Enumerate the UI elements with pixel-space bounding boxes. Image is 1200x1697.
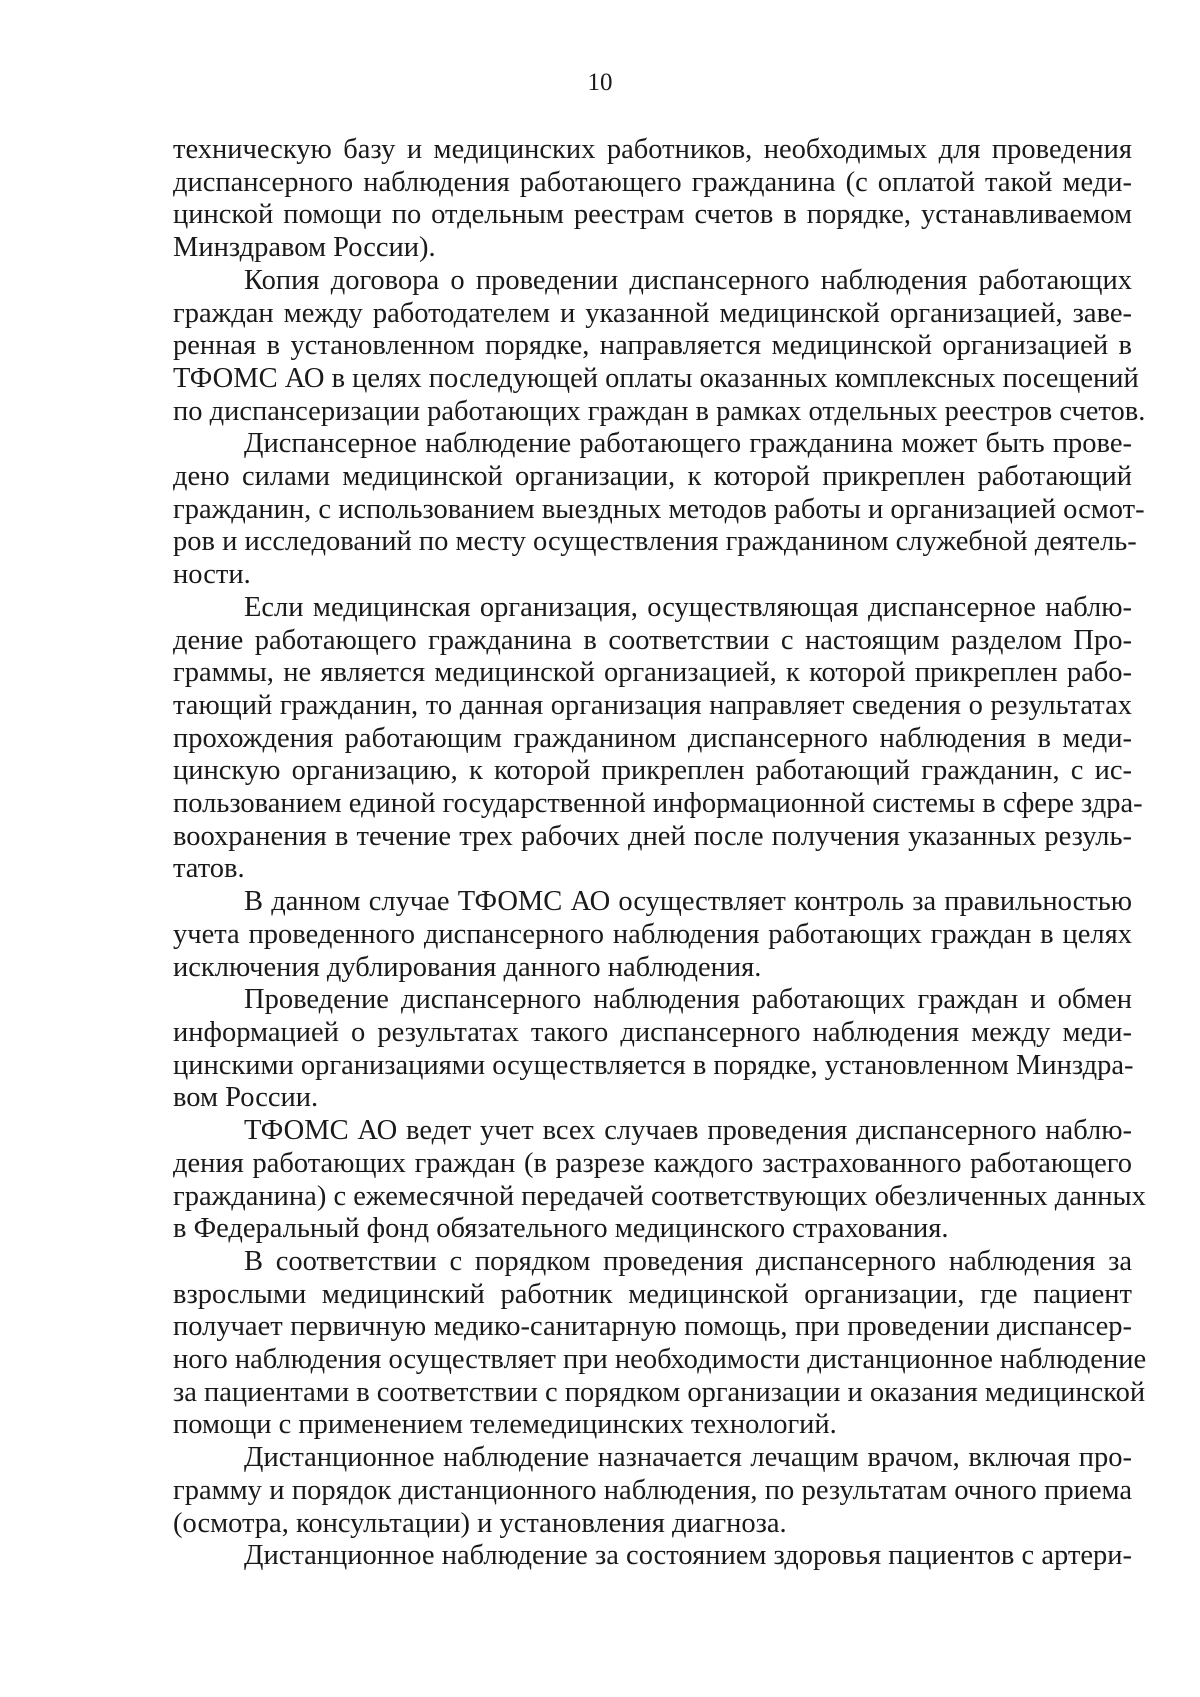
paragraph — [173, 428, 1145, 592]
text-line: Дистанционное наблюдение назначается лечащим врачом, включая про- — [244, 1442, 1132, 1474]
text-line: за пациентами в соответствии с порядком организации и оказания медицинской — [173, 1376, 1146, 1408]
text-line: помощи с применением телемедицинских технологий. — [173, 1409, 837, 1441]
text-line: Дистанционное наблюдение за состоянием здоровья пациентов с артери- — [244, 1540, 1132, 1572]
text-line: ности. — [173, 559, 251, 591]
text-line: цинскую организацию, к которой прикреплен работающий гражданин, с ис- — [173, 755, 1132, 787]
document-body — [173, 134, 1147, 1573]
text-line: пользованием единой государственной информационной системы в сфере здра- — [173, 788, 1143, 820]
text-line: гражданина) с ежемесячной передачей соответствующих обезличенных данных — [173, 1180, 1146, 1212]
text-line: диспансерного наблюдения работающего гражданина (с оплатой такой меди- — [173, 166, 1132, 198]
text-line: Диспансерное наблюдение работающего гражданина может быть прове- — [244, 428, 1132, 460]
text-line: дено силами медицинской организации, к которой прикреплен работающий — [173, 461, 1132, 493]
paragraph — [173, 264, 1146, 429]
text-line: граждан между работодателем и указанной медицинской организацией, заве- — [173, 297, 1132, 329]
text-line: по диспансеризации работающих граждан в рамках отдельных реестров счетов. — [173, 395, 1146, 427]
text-line: татов. — [173, 853, 245, 885]
text-line: учета проведенного диспансерного наблюдения работающих граждан в целях — [173, 918, 1132, 950]
text-line: Проведение диспансерного наблюдения работающих граждан и обмен — [244, 984, 1132, 1016]
paragraph — [173, 984, 1132, 1115]
text-line: цинской помощи по отдельным реестрам счетов в порядке, устанавливаемом — [173, 199, 1132, 231]
text-line: в Федеральный фонд обязательного медицинского страхования. — [173, 1213, 949, 1245]
text-line: взрослыми медицинский работник медицинской организации, где пациент — [173, 1278, 1132, 1310]
text-line: гражданин, с использованием выездных методов работы и организацией осмот- — [173, 493, 1145, 525]
text-line: информацией о результатах такого диспансерного наблюдения между меди- — [173, 1016, 1132, 1048]
paragraph — [173, 886, 1132, 984]
text-line: ров и исследований по месту осуществления гражданином служебной деятель- — [173, 526, 1137, 558]
paragraph — [173, 1442, 1132, 1540]
text-line: Если медицинская организация, осуществляющая диспансерное наблю- — [244, 591, 1132, 623]
text-line: получает первичную медико-санитарную помощь, при проведении диспансер- — [173, 1311, 1132, 1343]
text-line: дение работающего гражданина в соответствии с настоящим разделом Про- — [173, 624, 1132, 656]
paragraph — [173, 1115, 1146, 1246]
text-line: Копия договора о проведении диспансерного наблюдения работающих — [244, 264, 1132, 296]
paragraph — [173, 1540, 1132, 1573]
paragraph — [173, 134, 1132, 265]
text-line: исключения дублирования данного наблюдения. — [173, 951, 762, 983]
text-line: тающий гражданин, то данная организация направляет сведения о результатах — [173, 689, 1132, 721]
text-line: ТФОМС АО ведет учет всех случаев проведения диспансерного наблю- — [244, 1115, 1132, 1147]
text-line: вом России. — [173, 1082, 319, 1114]
text-line: В данном случае ТФОМС АО осуществляет контроль за правильностью — [244, 886, 1132, 918]
text-line: Минздравом России). — [173, 232, 436, 264]
text-line: ТФОМС АО в целях последующей оплаты оказанных комплексных посещений — [173, 362, 1139, 394]
text-line: ренная в установленном порядке, направляется медицинской организацией в — [173, 330, 1132, 362]
text-line: В соответствии с порядком проведения диспансерного наблюдения за — [244, 1245, 1132, 1277]
text-line: цинскими организациями осуществляется в порядке, установленном Минздра- — [173, 1049, 1134, 1081]
text-line: ного наблюдения осуществляет при необходимости дистанционное наблюдение — [173, 1344, 1147, 1376]
paragraph — [173, 591, 1143, 886]
text-line: дения работающих граждан (в разрезе каждого застрахованного работающего — [173, 1147, 1132, 1179]
page-number: 10 — [587, 69, 613, 96]
text-line: граммы, не является медицинской организацией, к которой прикреплен рабо- — [173, 657, 1132, 689]
text-line: воохранения в течение трех рабочих дней после получения указанных резуль- — [173, 820, 1132, 852]
text-line: грамму и порядок дистанционного наблюдения, по результатам очного приема — [173, 1474, 1132, 1506]
text-line: (осмотра, консультации) и установления диагноза. — [173, 1507, 787, 1539]
text-line: прохождения работающим гражданином диспансерного наблюдения в меди- — [173, 722, 1132, 754]
paragraph — [173, 1245, 1147, 1442]
text-line: техническую базу и медицинских работников, необходимых для проведения — [173, 134, 1132, 165]
